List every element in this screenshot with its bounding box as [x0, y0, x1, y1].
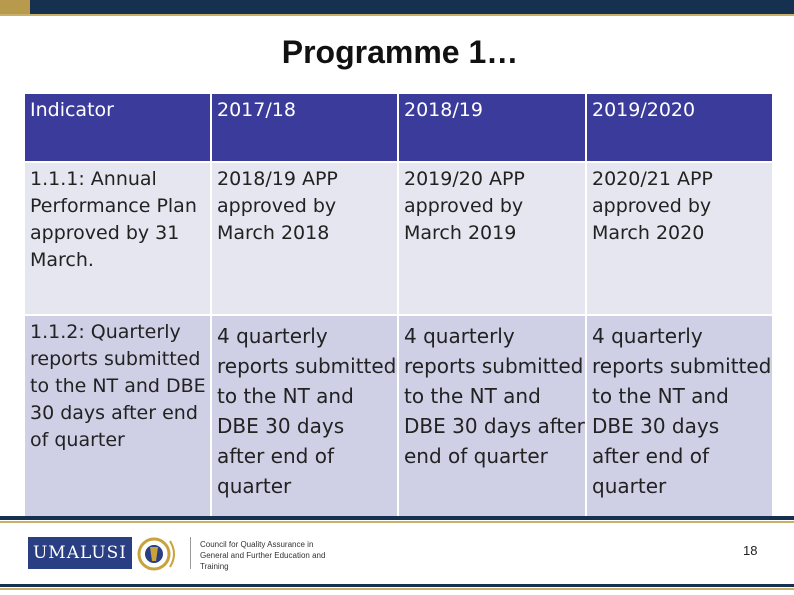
target-cell — [586, 315, 773, 520]
target-cell — [398, 315, 586, 520]
top-gold-line — [0, 14, 794, 16]
header-indicator: Indicator — [24, 93, 211, 162]
footer-gold-line — [0, 521, 794, 523]
cell-text: 1.1.1: Annual Performance Plan approved by 31 March. — [30, 168, 197, 271]
footer-navy-line — [0, 516, 794, 520]
page-number: 18 — [743, 543, 758, 558]
cell-text: 4 quarterly reports submitted to the NT and DBE 30 days after end of quarter — [404, 324, 585, 468]
table-row — [24, 162, 773, 315]
indicator-table — [23, 92, 774, 521]
org-name — [200, 539, 350, 572]
cell-text: 2019/20 APP approved by March 2019 — [404, 168, 525, 244]
top-band — [0, 0, 794, 14]
logo-separator — [190, 537, 191, 569]
cell-text: 4 quarterly reports submitted to the NT and DBE 30 days after end of quarter — [217, 324, 397, 498]
org-line-2: General and Further Education and Training — [200, 551, 326, 571]
target-cell — [398, 162, 586, 315]
org-line-1: Council for Quality Assurance in — [200, 540, 314, 549]
cell-text: 1.1.2: Quarterly reports submitted to the NT and DBE 30 days after end of quarter — [30, 321, 206, 451]
header-2018-19: 2018/19 — [398, 93, 586, 162]
umalusi-logo — [28, 533, 328, 575]
target-cell — [211, 162, 398, 315]
indicator-cell — [24, 162, 211, 315]
target-cell — [586, 162, 773, 315]
header-2019-2020: 2019/2020 — [586, 93, 773, 162]
target-cell — [211, 315, 398, 520]
indicator-cell — [24, 315, 211, 520]
table-row — [24, 315, 773, 520]
cell-text: 2018/19 APP approved by March 2018 — [217, 168, 338, 244]
bottom-gold-line — [0, 588, 794, 590]
emblem-icon — [134, 533, 184, 575]
table-header-row — [24, 93, 773, 162]
slide-title: Programme 1… — [281, 34, 519, 70]
logo-wordmark: UMALUSI — [28, 537, 132, 569]
cell-text: 4 quarterly reports submitted to the NT and DBE 30 days after end of quarter — [592, 324, 772, 498]
header-2017-18: 2017/18 — [211, 93, 398, 162]
bottom-navy-line — [0, 584, 794, 587]
cell-text: 2020/21 APP approved by March 2020 — [592, 168, 713, 244]
top-accent — [0, 0, 30, 14]
